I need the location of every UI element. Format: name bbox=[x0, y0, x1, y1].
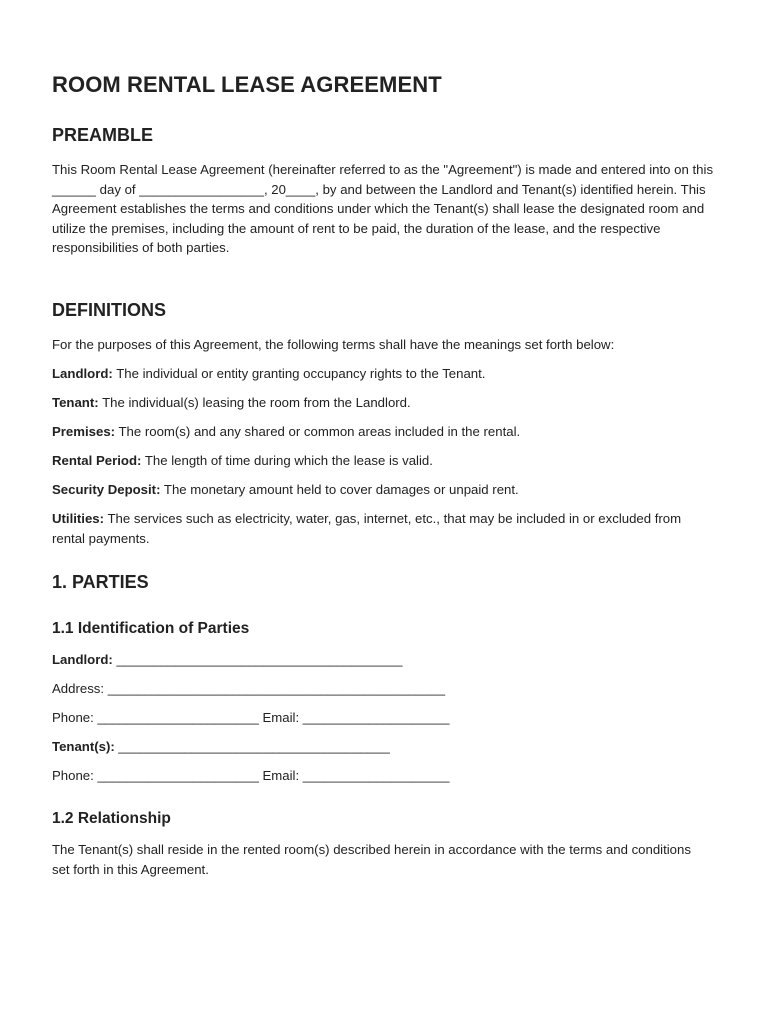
tenant-contact-line: Phone: ______________________ Email: ____________________ bbox=[52, 768, 450, 783]
preamble-heading: PREAMBLE bbox=[52, 125, 154, 145]
tenant-name-blank: _____________________________________ bbox=[114, 739, 390, 754]
definition-term: Landlord: bbox=[52, 366, 113, 381]
landlord-contact-line: Phone: ______________________ Email: ____________________ bbox=[52, 710, 450, 725]
definition-term: Tenant: bbox=[52, 395, 99, 410]
landlord-name-line bbox=[52, 650, 403, 670]
document-title: ROOM RENTAL LEASE AGREEMENT bbox=[52, 72, 442, 97]
landlord-address-line: Address: ______________________________________________ bbox=[52, 681, 446, 696]
definition-term: Security Deposit: bbox=[52, 482, 161, 497]
definition-text: The room(s) and any shared or common areas included in the rental. bbox=[115, 424, 521, 439]
definition-rental-period bbox=[52, 451, 433, 471]
preamble-text: This Room Rental Lease Agreement (hereinafter referred to as the "Agreement") is made and entered into on this ______ day of _________________, 20____, by and between the Landlord and Tenant(s) identified herein. This Agreement establishes the terms and conditions under which the Tenant(s) shall lease the designated room and utilize the premises, including the amount of rent to be paid, the duration of the lease, and the respective responsibilities of both parties. bbox=[52, 162, 714, 256]
definition-term: Rental Period: bbox=[52, 453, 142, 468]
definition-text: The individual(s) leasing the room from the Landlord. bbox=[98, 395, 411, 410]
definition-term: Utilities: bbox=[52, 511, 105, 526]
definition-tenant bbox=[52, 393, 411, 413]
definition-premises bbox=[52, 422, 520, 442]
tenant-label: Tenant(s): bbox=[52, 739, 115, 754]
definition-security-deposit bbox=[52, 480, 519, 500]
definition-text: The individual or entity granting occupancy rights to the Tenant. bbox=[112, 366, 486, 381]
definition-term: Premises: bbox=[52, 424, 116, 439]
definition-utilities bbox=[52, 509, 712, 548]
parties-heading: 1. PARTIES bbox=[52, 572, 149, 592]
relationship-text: The Tenant(s) shall reside in the rented room(s) described herein in accordance with the terms and conditions set forth in this Agreement. bbox=[52, 842, 691, 877]
landlord-name-blank: _______________________________________ bbox=[112, 652, 403, 667]
definitions-intro: For the purposes of this Agreement, the following terms shall have the meanings set forth below: bbox=[52, 337, 615, 352]
definition-landlord bbox=[52, 364, 485, 384]
definition-text: The services such as electricity, water, gas, internet, etc., that may be included in or excluded from rental payments. bbox=[52, 511, 682, 546]
identification-heading: 1.1 Identification of Parties bbox=[52, 620, 250, 637]
landlord-label: Landlord: bbox=[52, 652, 113, 667]
definition-text: The monetary amount held to cover damages or unpaid rent. bbox=[160, 482, 519, 497]
definitions-heading: DEFINITIONS bbox=[52, 300, 167, 320]
tenant-name-line bbox=[52, 737, 390, 757]
definition-text: The length of time during which the lease is valid. bbox=[141, 453, 433, 468]
relationship-heading: 1.2 Relationship bbox=[52, 810, 171, 827]
